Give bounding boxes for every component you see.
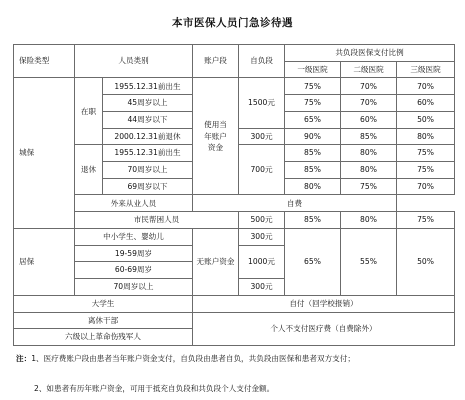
self-pay-cell: 1500元 [239, 78, 285, 128]
category-cell: 69周岁以下 [103, 178, 193, 195]
note-1-text: 1、医疗费账户段由患者当年账户资金支付，自负段由患者自负，共负段由医保和患者双方支付； [31, 354, 355, 363]
rate-cell: 65% [285, 228, 341, 295]
chengbao-label: 城保 [14, 78, 75, 228]
header-self-pay-segment: 自负段 [239, 45, 285, 78]
header-level2-hospital: 二级医院 [341, 61, 397, 78]
note-2-text: 2、如患者有历年账户资金，可用于抵充自负段和共负段个人支付金额。 [34, 384, 275, 393]
rate-cell: 90% [285, 128, 341, 145]
jubao-label: 居保 [14, 228, 75, 295]
self-pay-cell: 300元 [239, 279, 285, 296]
self-pay-cell: 700元 [239, 145, 285, 195]
header-shared-ratio: 共负段医保支付比例 [285, 45, 455, 62]
rate-cell: 70% [397, 78, 455, 95]
note-1 [16, 353, 355, 364]
rate-cell: 80% [285, 178, 341, 195]
rate-cell: 50% [397, 111, 455, 128]
zaizhi-label: 在职 [75, 78, 103, 145]
rate-cell: 75% [341, 178, 397, 195]
rate-cell: 80% [341, 162, 397, 179]
rate-cell: 50% [397, 228, 455, 295]
rate-cell: 80% [341, 212, 397, 229]
rate-cell: 70% [341, 95, 397, 112]
rate-cell: 75% [285, 95, 341, 112]
category-cell: 1955.12.31前出生 [103, 145, 193, 162]
waijie-self-pay: 自费 [193, 195, 397, 212]
category-cell: 1955.12.31前出生 [103, 78, 193, 95]
retired-cadre-label: 离休干部 [14, 312, 193, 329]
header-level1-hospital: 一级医院 [285, 61, 341, 78]
rate-cell: 70% [341, 78, 397, 95]
rate-cell: 75% [285, 78, 341, 95]
header-insurance-type: 保险类型 [14, 45, 75, 78]
category-cell: 中小学生、婴幼儿 [75, 228, 193, 245]
shimin-label: 市民帮困人员 [75, 212, 239, 229]
header-account-segment: 账户段 [193, 45, 239, 78]
rate-cell: 85% [285, 212, 341, 229]
rate-cell: 60% [397, 95, 455, 112]
note-2 [34, 383, 274, 394]
rate-cell: 75% [397, 212, 455, 229]
category-cell: 70周岁以上 [75, 279, 193, 296]
college-policy: 自付（回学校报销） [193, 295, 455, 312]
rate-cell: 80% [341, 145, 397, 162]
tuixiu-label: 退休 [75, 145, 103, 195]
category-cell: 45周岁以上 [103, 95, 193, 112]
rate-cell: 70% [397, 178, 455, 195]
category-cell: 19-59周岁 [75, 245, 193, 262]
account-use-current: 使用当年账户资金 [193, 78, 239, 195]
college-label: 大学生 [14, 295, 193, 312]
header-level3-hospital: 三级医院 [397, 61, 455, 78]
benefits-table [13, 44, 455, 346]
self-pay-cell: 500元 [239, 212, 285, 229]
rate-cell: 75% [397, 145, 455, 162]
category-cell: 2000.12.31前退休 [103, 128, 193, 145]
self-pay-cell: 300元 [239, 128, 285, 145]
category-cell: 44周岁以下 [103, 111, 193, 128]
rate-cell: 85% [285, 162, 341, 179]
rate-cell: 85% [285, 145, 341, 162]
rate-cell: 65% [285, 111, 341, 128]
rate-cell: 85% [341, 128, 397, 145]
disabled-veteran-label: 六级以上革命伤残军人 [14, 329, 193, 346]
note-label: 注： [16, 354, 32, 363]
header-person-category: 人员类别 [75, 45, 193, 78]
self-pay-cell: 1000元 [239, 245, 285, 278]
self-pay-cell: 300元 [239, 228, 285, 245]
waijie-label: 外来从业人员 [75, 195, 193, 212]
category-cell: 60-69周岁 [75, 262, 193, 279]
page-title: 本市医保人员门急诊待遇 [172, 17, 293, 29]
rate-cell: 55% [341, 228, 397, 295]
retired-policy: 个人不支付医疗费（自费除外） [193, 312, 455, 346]
rate-cell: 80% [397, 128, 455, 145]
rate-cell: 60% [341, 111, 397, 128]
category-cell: 70周岁以上 [103, 162, 193, 179]
rate-cell: 75% [397, 162, 455, 179]
account-none: 无账户资金 [193, 228, 239, 295]
